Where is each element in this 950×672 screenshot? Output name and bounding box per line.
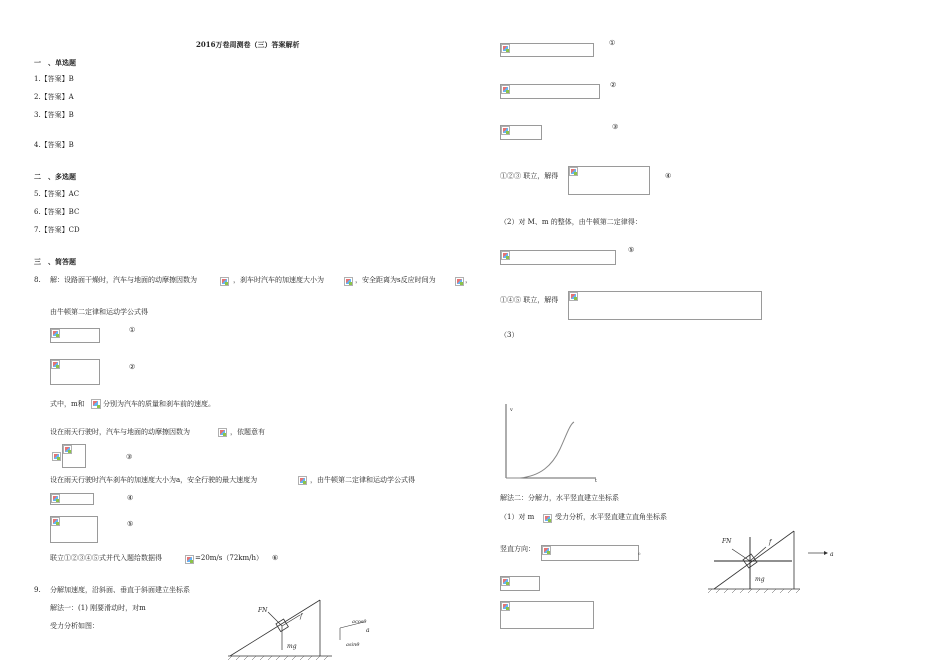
formula-image-icon — [569, 167, 578, 176]
equation-box — [541, 545, 639, 561]
equation-box — [500, 250, 616, 265]
fig2-normal-force-label: FN — [722, 538, 732, 545]
fig2-friction-label: f — [769, 539, 772, 546]
q9-line3: 受力分析如图： — [50, 622, 99, 630]
section-multiple-choice: 二 、多选题 — [34, 172, 76, 181]
answer-7: 7.【答案】CD — [34, 226, 80, 234]
q8-text-b: ，刹车时汽车的加速度大小为 — [233, 276, 324, 284]
equation-2-marker: ② — [129, 363, 136, 371]
fig1-asin-label: asinθ — [346, 642, 360, 648]
q8-line3b: 分别为汽车的质量和刹车前的速度。 — [103, 400, 215, 408]
formula-image-icon — [501, 85, 510, 94]
fig1-a-label: a — [366, 627, 370, 634]
formula-image-icon — [542, 546, 551, 555]
formula-image-icon — [51, 494, 60, 503]
answer-6: 6.【答案】BC — [34, 208, 80, 216]
formula-image-icon — [501, 44, 510, 53]
section-single-choice: 一 、单选题 — [34, 58, 76, 67]
formula-image-icon — [218, 428, 227, 437]
q8-line6a: 联立①②③④⑤式并代入题给数据得 — [50, 554, 162, 562]
equation-5-marker: ⑤ — [127, 520, 134, 528]
formula-image-icon — [51, 329, 60, 338]
fig1-acos-label: acosθ — [352, 619, 367, 625]
q8-line6b: =20m/s（72km/h） — [195, 554, 264, 562]
right-part3-text: （3） — [500, 331, 519, 339]
formula-image-icon — [220, 277, 229, 286]
formula-image-icon — [569, 292, 578, 301]
q8-line5b: ，由牛顿第二定律和运动学公式得 — [310, 476, 415, 484]
formula-image-icon — [543, 514, 552, 523]
right-solve-text-2: ①④⑤ 联立，解得 — [500, 296, 559, 304]
formula-image-icon — [501, 577, 510, 586]
q8-number: 8. — [34, 276, 41, 284]
fig1-friction-label: f — [300, 613, 303, 620]
equation-4-marker: ④ — [127, 494, 134, 502]
formula-image-icon — [344, 277, 353, 286]
q9-line2: 解法一：(1) 刚要滑动时，对m — [50, 604, 146, 612]
q9-line1: 分解加速度，沿斜面、垂直于斜面建立坐标系 — [50, 586, 190, 594]
equation-box — [568, 166, 650, 195]
right-eq-2-marker: ② — [610, 81, 617, 89]
formula-image-icon — [501, 602, 510, 611]
equation-box — [500, 601, 594, 629]
answer-2: 2.【答案】A — [34, 93, 74, 101]
right-solve-text-1: ①②③ 联立，解得 — [500, 172, 559, 180]
formula-image-icon — [51, 360, 60, 369]
method2-line2b: 受力分析，水平竖直建立直角坐标系 — [555, 513, 667, 521]
formula-image-icon — [455, 277, 464, 286]
vertical-direction-label: 竖直方向： — [500, 545, 535, 553]
fig2-gravity-label: mg — [755, 576, 765, 583]
q8-text-d: ， — [465, 276, 472, 284]
formula-image-icon — [501, 126, 510, 135]
answer-1: 1.【答案】B — [34, 75, 74, 83]
formula-image-icon — [91, 399, 101, 409]
q9-number: 9. — [34, 586, 41, 594]
equation-box — [500, 43, 594, 57]
q8-line4a: 设在雨天行驶时，汽车与地面的动摩擦因数为 — [50, 428, 190, 436]
answer-5: 5.【答案】AC — [34, 190, 80, 198]
q8-line2: 由牛顿第二定律和运动学公式得 — [50, 308, 148, 316]
graph-t-axis-label: t — [595, 478, 598, 484]
q8-line4b: ，依题意有 — [230, 428, 265, 436]
formula-image-icon — [298, 476, 307, 485]
velocity-time-graph — [500, 404, 600, 482]
equation-box — [500, 84, 600, 99]
formula-image-icon — [52, 452, 61, 461]
q8-line5a: 设在雨天行驶时汽车刹车的加速度大小为a，安全行驶的最大速度为 — [50, 476, 258, 484]
incline-force-diagram — [220, 600, 400, 670]
right-eq-4-marker: ④ — [665, 172, 672, 180]
fig1-gravity-label: mg — [287, 643, 297, 650]
formula-image-icon — [501, 251, 510, 260]
formula-image-icon — [51, 517, 60, 526]
graph-v-axis-label: v — [510, 407, 513, 413]
answer-4: 4.【答案】B — [34, 141, 74, 149]
vertical-direction-end: 。 — [638, 548, 645, 556]
equation-6-marker: ⑥ — [272, 554, 279, 562]
q8-text-a: 解：设路面干燥时，汽车与地面的动摩擦因数为 — [50, 276, 197, 284]
section-short-answer: 三 、简答题 — [34, 257, 76, 266]
equation-1-marker: ① — [129, 326, 136, 334]
answer-3: 3.【答案】B — [34, 111, 74, 119]
q8-line3a: 式中，m和 — [50, 400, 85, 408]
right-eq-3-marker: ③ — [612, 123, 619, 131]
method2-title: 解法二：分解力，水平竖直建立坐标系 — [500, 494, 619, 502]
fig2-acceleration-label: a — [830, 551, 834, 558]
equation-box — [568, 291, 762, 320]
formula-image-icon — [185, 555, 194, 564]
equation-3-marker: ③ — [126, 453, 133, 461]
formula-image-icon — [63, 445, 72, 454]
right-part2-text: （2）对 M、m 的整体，由牛顿第二定律得： — [500, 218, 642, 226]
right-eq-5-marker: ⑤ — [628, 246, 635, 254]
right-eq-1-marker: ① — [609, 39, 616, 47]
method2-line2a: （1）对 m — [500, 513, 535, 521]
page-title: 2016万卷周测卷（三）答案解析 — [196, 40, 300, 49]
q8-text-c: ，安全距离为s反应时间为 — [355, 276, 436, 284]
fig1-normal-force-label: FN — [258, 607, 268, 614]
